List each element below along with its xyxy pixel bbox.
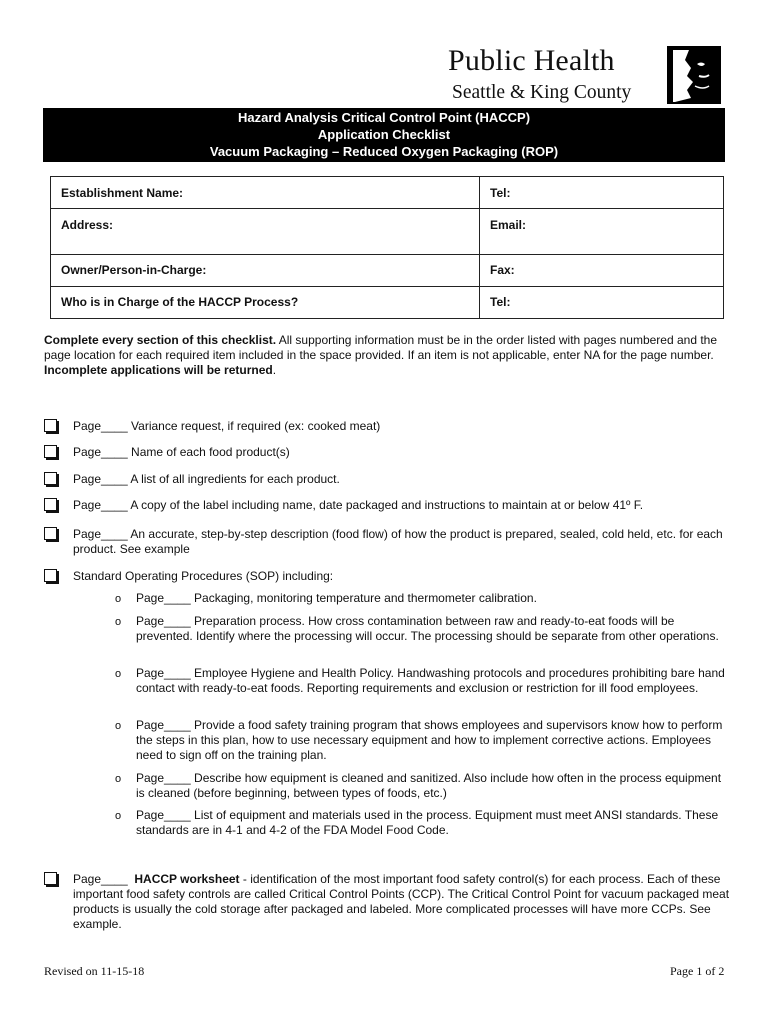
establishment-name-field[interactable] (51, 177, 480, 209)
sop-item-cleaning: Page____ Describe how equipment is cleaned and sanitized. Also include how often in the process equipment is cleaned (before beginning, between types of foods, etc.) (136, 771, 722, 800)
checkbox-ingredients[interactable] (44, 472, 57, 488)
sop-item-packaging: Page____ Packaging, monitoring temperature and thermometer calibration. (136, 591, 537, 605)
checkbox-icon[interactable] (44, 445, 57, 458)
fax-field[interactable] (480, 255, 724, 287)
checklist-item-haccp-worksheet (73, 872, 733, 932)
haccp-tel-label: Tel: (490, 295, 511, 309)
king-county-portrait-icon (667, 46, 721, 104)
instructions-paragraph (44, 333, 729, 378)
haccp-person-label: Who is in Charge of the HACCP Process? (61, 295, 299, 309)
bullet-icon: o (115, 616, 122, 628)
address-label: Address: (61, 218, 114, 232)
haccp-page-blank: Page____ (73, 872, 135, 886)
bullet-icon: o (115, 593, 122, 605)
title-line-2: Application Checklist (317, 127, 451, 142)
bullet-icon: o (115, 720, 122, 732)
checkbox-icon[interactable] (44, 872, 57, 885)
checklist-item-sop: Standard Operating Procedures (SOP) including: (73, 569, 334, 583)
sop-item-training: Page____ Provide a food safety training program that shows employees and supervisors know how to perform the steps in this plan, how to use necessary equipment and how to implement corrective actions. Employees need to sign off on the training plan. (136, 718, 723, 762)
establishment-info-table (50, 176, 724, 319)
haccp-worksheet-text: - identification of the most important food safety control(s) for each process. Each of these important food safety controls are called Critical Control Points (CCP). The Critical Control Point for vacuum packaged meat products is usually the cold storage after packaged and labeled. More complicated processes will have more CCPs. See example. (73, 872, 730, 931)
bullet-icon: o (115, 810, 122, 822)
incomplete-warning: Incomplete applications will be returned (44, 363, 273, 377)
title-line-1: Hazard Analysis Critical Control Point (HACCP) (237, 110, 531, 125)
establishment-name-label: Establishment Name: (61, 186, 184, 200)
checklist-item-product-names: Page____ Name of each food product(s) (73, 445, 290, 459)
document-title-banner (43, 108, 725, 162)
logo-title: Public Health (448, 44, 615, 77)
owner-label: Owner/Person-in-Charge: (61, 263, 207, 277)
checkbox-icon[interactable] (44, 419, 57, 432)
bullet-icon: o (115, 773, 122, 785)
haccp-person-field[interactable] (51, 287, 480, 319)
sop-item-equipment: Page____ List of equipment and materials used in the process. Equipment must meet ANSI standards. These standards are in 4-1 and 4-2 of the FDA Model Food Code. (136, 808, 719, 837)
sop-item-preparation: Page____ Preparation process. How cross contamination between raw and ready-to-eat foods will be prevented. Identify where the processing will occur. The processing should be separate from other operations. (136, 614, 719, 643)
page-number: Page 1 of 2 (670, 964, 725, 978)
public-health-logo (448, 44, 723, 106)
fax-label: Fax: (490, 263, 515, 277)
address-field[interactable] (51, 209, 480, 255)
email-label: Email: (490, 218, 527, 232)
haccp-tel-field[interactable] (480, 287, 724, 319)
warning-period: . (272, 363, 277, 377)
haccp-worksheet-bold: HACCP worksheet (134, 872, 240, 886)
checkbox-food-flow[interactable] (44, 527, 57, 543)
instructions-bold: Complete every section of this checklist. (44, 333, 277, 347)
title-line-3: Vacuum Packaging – Reduced Oxygen Packaging (ROP) (209, 144, 559, 159)
email-field[interactable] (480, 209, 724, 255)
checkbox-sop[interactable] (44, 569, 57, 585)
checkbox-product-names[interactable] (44, 445, 57, 461)
owner-field[interactable] (51, 255, 480, 287)
checkbox-icon[interactable] (44, 498, 57, 511)
tel-field[interactable] (480, 177, 724, 209)
revision-date: Revised on 11-15-18 (44, 964, 145, 978)
checkbox-icon[interactable] (44, 527, 57, 540)
checkbox-variance[interactable] (44, 419, 57, 435)
instructions-text: All supporting information must be in the order listed with pages numbered and the page location for each required item included in the space provided. If an item is not applicable, enter NA for the page number. (44, 333, 718, 362)
checkbox-label[interactable] (44, 498, 57, 514)
logo-subtitle: Seattle & King County (452, 82, 632, 103)
bullet-icon: o (115, 668, 122, 680)
checklist-item-ingredients: Page____ A list of all ingredients for each product. (73, 472, 340, 486)
checklist-item-label: Page____ A copy of the label including name, date packaged and instructions to maintain at or below 41º F. (73, 498, 644, 512)
checklist-item-variance: Page____ Variance request, if required (ex: cooked meat) (73, 419, 381, 433)
sop-item-hygiene: Page____ Employee Hygiene and Health Policy. Handwashing protocols and procedures prohibiting bare hand contact with ready-to-eat foods. Reporting requirements and exclusion or restriction for ill food employees. (136, 666, 725, 695)
checkbox-icon[interactable] (44, 472, 57, 485)
checklist-item-food-flow: Page____ An accurate, step-by-step description (food flow) of how the product is prepared, sealed, cold held, etc. for each product. See example (73, 527, 723, 556)
tel-label: Tel: (490, 186, 511, 200)
checkbox-icon[interactable] (44, 569, 57, 582)
checkbox-haccp-worksheet[interactable] (44, 872, 57, 888)
